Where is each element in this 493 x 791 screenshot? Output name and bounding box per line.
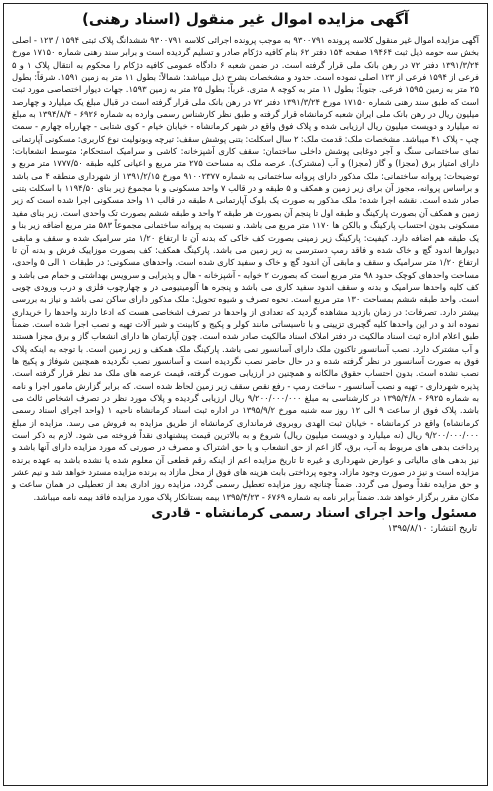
auction-notice: [3, 3, 488, 786]
notice-body: آگهی مزایده اموال غیر منقول کلاسه پرونده ۹۳۰۰۷۹۱ به موجب پرونده اجرائی کلاسه ۹۳۰۰۷۹۱ ششدانگ پلاک ثبتی ۱۵۹۴ / ۱۲۳ - اصلی بخش سه حومه ذیل ثبت ۱۹۴۶۴ صفحه ۱۵۴ دفتر ۶۲ بنام کافیه دژکام صادر و تسلیم گردیده است و برابر سند رهنی شماره ۱۷۱۵۰ مورخ ۱۳۹۱/۳/۲۴ دفتر ۷۲ در رهن بانک ملی قرار گرفته است. در ضمن شعبه ۶ دادگاه عمومی کافیه دژکام را محکوم به انتقال پلاک ۱ و ۵ فرعی از ۱۵۹۴ فرعی از ۱۲۳ اصلی نموده است. حدود و مشخصات بشرح ذیل میباشد: شمالاً: بطول ۱۱ متر به زمین ۱۵۹۱. شرقاً: بطول ۲۵ متر به زمین ۱۵۹۵ فرعی. جنوباً: بطول ۱۱ متر به کوچه ۸ متری. غرباً: بطول ۲۵ متر به زمین ۱۵۹۳. جهات دیوار اختصاصی مورد ثبت است که طبق سند رهنی شماره ۱۷۱۵۰ مورخ ۱۳۹۱/۳/۲۴ دفتر ۷۲ در رهن بانک ملی قرار گرفته است در قبال مبلغ یک میلیارد و چهارصد میلیون ریال در رهن بانک ملی ایران شعبه کرمانشاه قرار گرفته و طبق نظر کارشناس رسمی وارده به شماره ۶۹۲۶ - ۱۳۹۴/۸/۴ به مبلغ نه میلیارد و دویست میلیون ریال ارزیابی شده و پلاک فوق واقع در شهر کرمانشاه - خیابان خیام - کوی شتابی - چهارراه چهارم - سمت چپ - پلاک ۴۱ میباشد. مشخصات ملک: قدمت ملک: ۲ سال اسکلت: بتنی پوشش سقف: تیرچه وبونولیت نوع کاربری: مسکونی آپارتمانی نمای ساختمانی سنگ و آجر دوغابی پوشش داخلی ساختمان: سقف کاری آشپزخانه: کاشی و سرامیک استحکام: متوسط انشعابات: دارای امتیاز برق (مجزا) و گاز (مجزا) و آب (مشترک). عرصه ملک به مساحت ۲۷۵ متر مربع و اعیانی کلیه طبقه ۱۷۷۷/۵۰ متر مربع و توضیحات: پروانه ساختمانی: ملک مذکور دارای پروانه ساختمانی به شماره ۹۱۰۰۲۳۷۷ مورخ ۱۳۹۱/۲/۱۵ از شهرداری منطقه ۴ می باشد و براساس پروانه، مجوز آن برای زیر زمین و همکف و ۵ طبقه و در قالب ۷ واحد مسکونی و با مجموع زیر بنای ۱۱۹۴/۵۰ با اسکلت بتنی صادر شده است. نقشه اجرا شده: ملک مذکور به صورت یک بلوک آپارتمانی ۸ طبقه در قالب ۱۱ واحد مسکونی اجرا شده است که زیر زمین و همکف آن بصورت پارکینگ و طبقه اول تا پنجم آن بصورت هر طبقه ۲ واحد و طبقه ششم بصورت تک واحدی است. زیر بنای مفید مسکونی بدون احتساب پارکینگ و بالکن ها ۱۱۷۰ متر مربع می باشد. و نسبت به پروانه ساختمانی مجموعاً ۵۸۳ متر مربع اضافه زیر بنا و یک طبقه هم اضافه دارد. کیفیت: پارکینگ زیر زمینی بصورت کف خاکی که بدنه آن تا ارتفاع ۱/۲۰ متر سرامیک شده و سقف و مابقی دیوارها اندود گچ و خاک شده و فاقد رمپ دسترسی به زیر زمین می باشد. پارکینگ همکف: کف بصورت موزاییک فرش و بدنه آن تا ارتفاع ۱/۲۰ متر سرامیک و سقف و مابقی آن اندود گچ و خاک و سفید کاری شده است. واحدهای مسکونی: در طبقات ۱ الی ۵ واحدی، مساحت واحدهای کوچک حدود ۹۸ متر مربع است که بصورت ۲ خوابه - آشپزخانه - هال و پذیرایی و سرویس بهداشتی و حمام می باشد و کف کلیه واحدها سرامیک و بدنه و سقف اندود سفید کاری می باشد و پنجره ها آلومینیومی در و چهارچوب فلزی و درب ورودی چوبی است. واحد طبقه ششم بمساحت ۱۳۰ متر مربع است. نحوه تصرف و شیوه تحویل: ملک مذکور دارای ساکن نمی باشد و نیاز به بررسی بیشتر دارد. تصرفات: در زمان بازدید مشاهده گردید که تعدادی از واحدها در تصرف اشخاصی هست که ادعا دارند واحدها را خریداری نموده اند و در این واحدها کلیه گچبری تزیینی و با تاسیساتی مانند کولر و پکیج و کابینت و شیر آلات تهیه و نصب اجرا شده است. ضمناً طبق اعلام اداره ثبت اسناد مالکیت در دفتر املاک اسناد مالکیت صادر شده است. چون آپارتمان ها دارای انشعاب گاز و برق مجزا هستند و آب مشترک دارد. نصب آسانسور تاکنون ملک دارای آسانسور نمی باشد. پارکینگ ملک همکف و زیر زمین است. با توجه به اینکه پلاک فوق به صورت آسانسور در نظر گرفته شده و در حال حاضر نصب نگردیده است و آسانسور نصب نگردیده همچنین شوفاژ و پکیج ها نصب نشده است. بدون احتساب حقوق مالکانه و همچنین در ارزیابی صورت گرفته، قیمت عرصه های ملک مد نظر قرار گرفته است. پذیره شهرداری - تهیه و نصب آسانسور - ساخت رمپ - رفع نقص سقف زیر زمین لحاظ شده است. که برابر گزارش مامور اجرا و نامه به شماره ۶۹۲۵ - ۱۳۹۵/۴/۸ در کارشناسی به مبلغ ۹/۲۰۰/۰۰۰/۰۰۰ ریال ارزیابی گردیده و پلاک مورد نظر در تصرف اشخاص ثالث می باشد. پلاک فوق از ساعت ۹ الی ۱۲ روز سه شنبه مورخ ۱۳۹۵/۹/۲ در اداره ثبت اسناد کرمانشاه ناحیه ۱ (واحد اجرای اسناد رسمی کرمانشاه) واقع در کرمانشاه - خیابان ثبت الهدی روبروی فرمانداری کرمانشاه از طریق مزایده به فروش می رسد. مزایده از مبلغ ۹/۲۰۰/۰۰۰/۰۰۰ ریال (نه میلیارد و دویست میلیون ریال) شروع و به بالاترین قیمت پیشنهادی نقداً فروخته می شود. لازم به ذکر است پرداخت بدهی های مربوط به آب، برق، گاز اعم از حق انشعاب و یا حق اشتراک و مصرف در صورتی که مورد مزایده دارای آنها باشد و نیز بدهی های مالیاتی و عوارض شهرداری و غیره تا تاریخ مزایده اعم از اینکه رقم قطعی آن معلوم شده یا نشده باشد به عهده برنده مزایده است و نیز در صورت وجود مازاد، وجوه پرداختی بابت هزینه های فوق از محل مازاد به برنده مزایده مسترد خواهد شد و نیم عشر و حق مزایده نقداً وصول می گردد. ضمناً چنانچه روز مزایده تعطیل رسمی گردد، مزایده روز اداری بعد از تعطیلی در همان ساعت و مکان مقرر برگزار خواهد شد. ضمناً برابر نامه به شماره ۶۷۶۹ - ۱۳۹۵/۴/۲۳ بیمه بستانکار پلاک مورد مزایده فاقد بیمه نامه میباشد.: [12, 35, 480, 502]
notice-title: آگهی مزایده اموال غیر منقول (اسناد رهنی): [82, 10, 409, 28]
publication-date: تاریخ انتشار: ۱۳۹۵/۸/۱۰: [387, 524, 477, 535]
notice-signature: مسئول واحد اجرای اسناد رسمی کرمانشاه - قادری: [151, 506, 477, 522]
